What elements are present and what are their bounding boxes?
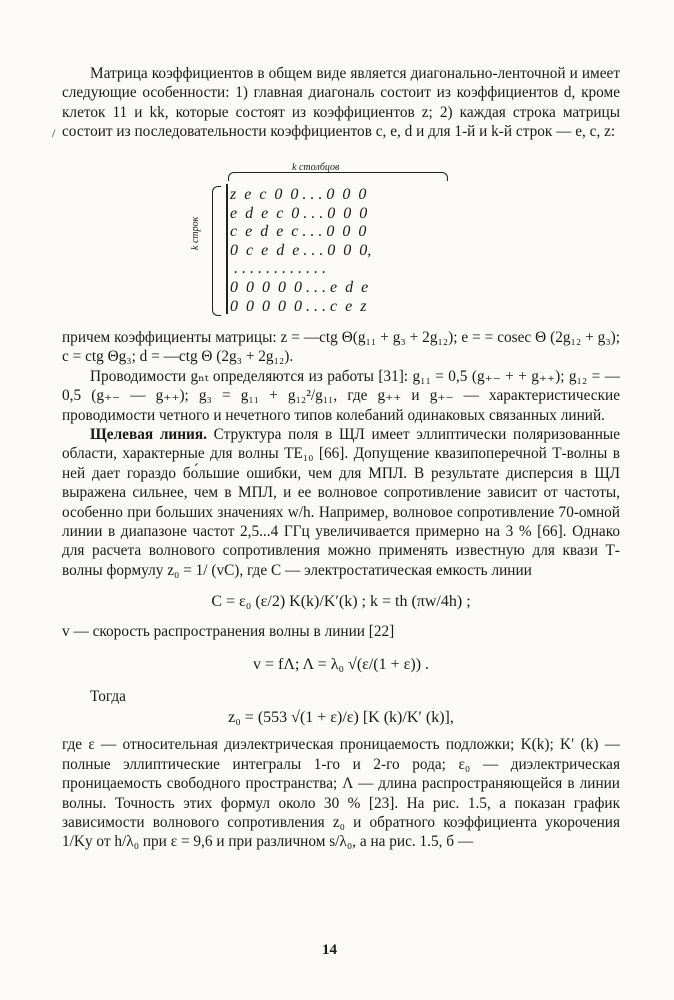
matrix-row-label: k строк <box>190 216 201 250</box>
matrix-row: 0 0 0 0 0 . . . c e z <box>230 297 367 315</box>
margin-mark: / <box>52 126 56 140</box>
paragraph-matrix-intro <box>62 64 620 142</box>
paragraph-then: Тогда <box>90 687 126 705</box>
paragraph-conductances: Проводимости gₙₜ определяются из работы [31]: g₁₁ = 0,5 (g₊₋ + + g₊₊); g₁₂ = —0,5 (g₊₋ — g₊₊); g₃ = g₁₁ + g₁₂²/g₁₁, где g₊₊ и g₊₋ — характеристические проводимости четного и нечетного типов колебаний одинаковых связанных линий. <box>62 367 620 424</box>
matrix-left-bar <box>226 184 228 314</box>
paragraph-slot-line <box>62 425 620 580</box>
formula-impedance: z₀ = (553 √(1 + ε)/ε) [K (k)/K′ (k)], <box>228 708 454 726</box>
formula-capacitance: C = ε₀ (ε/2) K(k)/K′(k) ; k = th (πw/4h) ; <box>211 593 471 611</box>
paragraph-text: Структура поля в ЩЛ имеет эллиптически поляризованные области, характерные для волны TE₁₀ [66]. Допущение квазипоперечной Т-волны в ней дает гораздо бо́льшие ошибки, чем для МПЛ. В результате дисперсия в ЩЛ выражена сильнее, чем в МПЛ, и ее волновое сопротивление зависит от частоты, особенно при больших значениях w/h. Например, волновое сопротивление 70-омной линии в диапазоне частот 2,5...4 ГГц увеличивается примерно на 3 % [66]. Однако для расчета волнового сопротивления можно применять известную для квази Т-волны формулу z₀ = 1/ (vC), где C — электростатическая емкость линии <box>62 426 620 579</box>
page-number: 14 <box>322 942 337 958</box>
coefficient-matrix <box>192 162 472 320</box>
paragraph-text: Матрица коэффициентов в общем виде является диагонально-ленточной и имеет следующие особенности: 1) главная диагональ состоит из коэффициентов d, кроме клеток 11 и kk, которые состоят из коэффициентов z; 2) каждая строка матрицы состоит из последовательности коэффициентов c, e, d и для 1-й и k-й строк — e, c, z: <box>62 65 620 141</box>
paragraph-coefficients: причем коэффициенты матрицы: z = —ctg Θ(g₁₁ + g₃ + 2g₁₂); e = = cosec Θ (2g₁₂ + g₃); c = ctg Θg₃; d = —ctg Θ (2g₃ + 2g₁₂). <box>62 329 620 366</box>
formula-velocity: v = fΛ; Λ = λ₀ √(ε/(1 + ε)) . <box>252 656 430 674</box>
row-brace <box>212 186 221 316</box>
matrix-row: 0 c e d e . . . 0 0 0, <box>230 241 372 259</box>
matrix-row: c e d e c . . . 0 0 0 <box>230 223 367 241</box>
matrix-row: 0 0 0 0 0 . . . e d e <box>230 278 369 296</box>
matrix-rows <box>230 186 371 316</box>
matrix-column-label: k столбцов <box>292 162 340 173</box>
matrix-row: . . . . . . . . . . . . <box>230 260 326 278</box>
paragraph-definitions: где ε — относительная диэлектрическая проницаемость подложки; K(k); K′ (k) — полные эллиптические интегралы 1-го и 2-го рода; ε₀ — диэлектрическая проницаемость свободного пространства; Λ — длина распространяющейся в линии волны. Точность этих формул около 30 % [23]. На рис. 1.5, а показан график зависимости волнового сопротивления z₀ и обратного коэффициента укорочения 1/Kу от h/λ₀ при ε = 9,6 и при различном s/λ₀, а на рис. 1.5, б — <box>62 736 620 851</box>
matrix-row: z e c 0 0 . . . 0 0 0 <box>230 186 367 203</box>
section-heading: Щелевая линия. <box>90 426 207 444</box>
body-text <box>62 328 620 852</box>
paragraph-velocity: v — скорость распространения волны в линии [22] <box>62 622 395 640</box>
matrix-row: e d e c 0 . . . 0 0 0 <box>230 204 368 222</box>
column-brace <box>228 172 448 181</box>
